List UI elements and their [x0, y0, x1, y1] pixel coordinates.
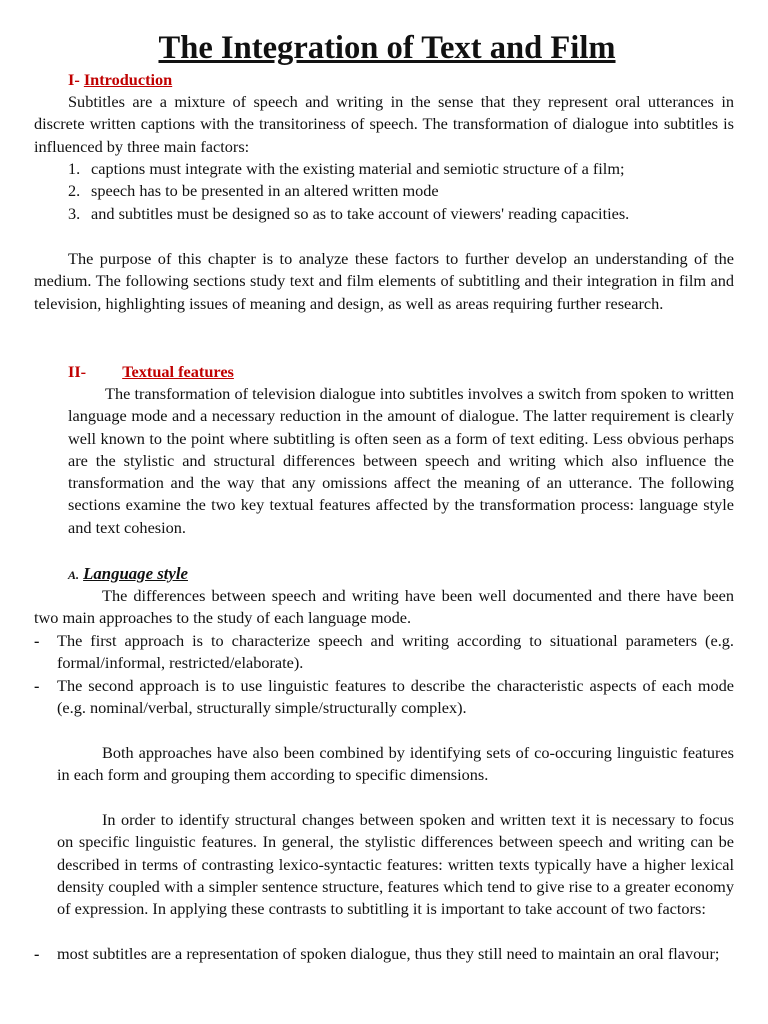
list-bullet: -: [34, 675, 40, 695]
list-item-text: The second approach is to use linguistic features to describe the characteristic aspects of each mode (e.g. nominal/verbal, structurally simple/structurally complex).: [57, 675, 734, 717]
subtitling-factors-list: [34, 943, 734, 965]
section-heading-text: Textual features: [122, 362, 234, 381]
list-item: [34, 943, 734, 965]
list-item-text: and subtitles must be designed so as to take account of viewers' reading capacities.: [91, 203, 630, 223]
textual-paragraph-1: The transformation of television dialogue into subtitles involves a switch from spoken to written language mode and a necessary reduction in the amount of dialogue. The latter requirement is clearly well known to the point where subtitling is often seen as a form of text editing. Less obvious perhaps are the stylistic and structural differences between speech and writing which also influence the transformation and the way that any omissions affect the meaning of an utterance. The following sections examine the two key textual features affected by the transformation process: language style and text cohesion.: [68, 384, 734, 537]
section-heading-introduction: [68, 69, 172, 91]
list-item-text: most subtitles are a representation of spoken dialogue, thus they still need to maintain an oral flavour;: [57, 944, 720, 963]
intro-factors-list: [68, 158, 734, 225]
subsection-heading-language-style: [68, 563, 188, 586]
list-item: [68, 203, 734, 225]
section-heading-textual-features: [68, 361, 234, 383]
list-number: 1.: [68, 159, 81, 178]
list-number: 3.: [68, 203, 81, 223]
list-item-text: The first approach is to characterize speech and writing according to situational parameters (e.g. formal/informal, restricted/elaborate).: [57, 631, 734, 673]
list-item: [68, 180, 734, 202]
list-item: [34, 675, 734, 720]
intro-paragraph-1: Subtitles are a mixture of speech and writing in the sense that they represent oral utterances in discrete written captions with the transitoriness of speech. The transformation of dialogue into subtitles is influenced by three main factors:: [34, 92, 734, 156]
language-style-paragraph-3: In order to identify structural changes between spoken and written text it is necessary to focus on specific linguistic features. In general, the stylistic differences between speech and writing can be described in terms of contrasting lexico-syntactic features: written texts typically have a higher lexical density coupled with a simpler sentence structure, features which tend to give rise to a greater economy of expression. In applying these contrasts to subtitling it is important to take account of two factors:: [57, 810, 734, 919]
section-numeral: I-: [68, 70, 80, 89]
subsection-letter: A.: [68, 568, 80, 582]
approaches-list: [34, 630, 734, 719]
intro-paragraph-2: The purpose of this chapter is to analyze these factors to further develop an understanding of the medium. The following sections study text and film elements of subtitling and their integration in film and television, highlighting issues of meaning and design, as well as areas requiring further research.: [34, 249, 734, 313]
list-bullet: -: [34, 944, 40, 963]
subsection-heading-text: Language style: [83, 564, 188, 583]
section-numeral: II-: [68, 362, 87, 381]
language-style-paragraph-2: Both approaches have also been combined by identifying sets of co-occuring linguistic features in each form and grouping them according to specific dimensions.: [57, 743, 734, 785]
list-number: 2.: [68, 181, 81, 201]
section-heading-text: Introduction: [83, 70, 173, 89]
list-item: [34, 630, 734, 675]
list-item: [68, 158, 734, 180]
document-title: The Integration of Text and Film: [158, 30, 616, 66]
list-item-text: speech has to be presented in an altered written mode: [91, 181, 439, 201]
list-bullet: -: [34, 631, 40, 650]
list-item-text: captions must integrate with the existing material and semiotic structure of a film;: [91, 159, 625, 178]
language-style-paragraph-1: The differences between speech and writing have been well documented and there have been two main approaches to the study of each language mode.: [34, 586, 734, 628]
